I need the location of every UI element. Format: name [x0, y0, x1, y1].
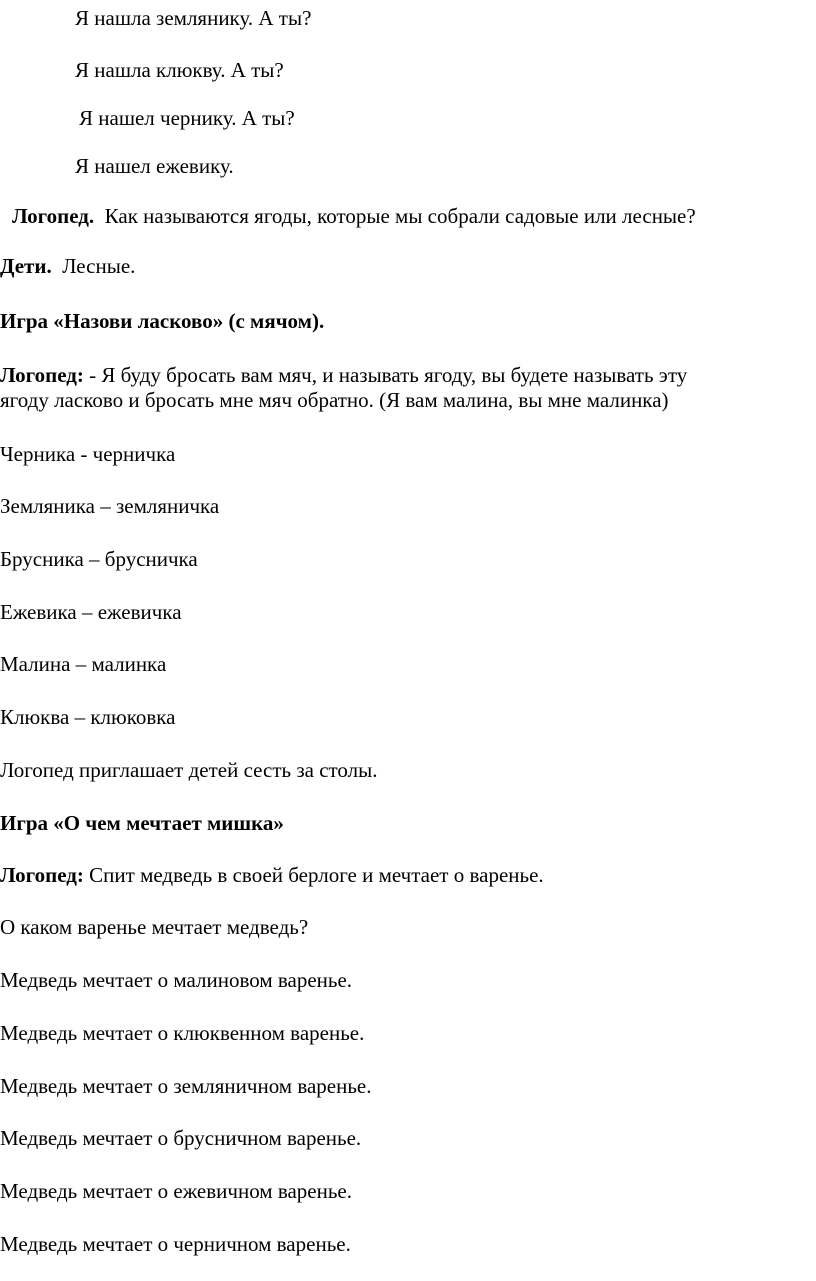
game1-pair-3: Брусника – брусничка	[0, 547, 198, 571]
game2-intro-text: Спит медведь в своей берлоге и мечтает о варенье.	[83, 863, 544, 887]
dialogue-line-1: Я нашла землянику. А ты?	[75, 6, 312, 30]
game2-answer-3: Медведь мечтает о земляничном варенье.	[0, 1074, 372, 1098]
question-text: Как называются ягоды, которые мы собрали садовые или лесные?	[104, 204, 696, 228]
answer-speaker: Дети.	[0, 254, 52, 278]
game2-question: О каком варенье мечтает медведь?	[0, 915, 309, 939]
game1-pair-5: Малина – малинка	[0, 652, 167, 676]
game1-instruction-text: - Я буду бросать вам мяч, и называть ягоду, вы будете называть эту	[83, 363, 688, 387]
game2-intro-line	[0, 862, 544, 888]
game2-answer-2: Медведь мечтает о клюквенном варенье.	[0, 1021, 365, 1045]
dialogue-line-2: Я нашла клюкву. А ты?	[75, 58, 284, 82]
game1-pair-2: Земляника – земляничка	[0, 494, 220, 518]
game2-answer-1: Медведь мечтает о малиновом варенье.	[0, 968, 353, 992]
game1-closing: Логопед приглашает детей сесть за столы.	[0, 758, 378, 782]
game2-title: Игра «О чем мечтает мишка»	[0, 811, 284, 835]
game2-answer-5: Медведь мечтает о ежевичном варенье.	[0, 1179, 353, 1203]
game2-answer-6: Медведь мечтает о черничном варенье.	[0, 1232, 351, 1256]
dialogue-line-4: Я нашел ежевику.	[75, 154, 234, 178]
game2-answer-4: Медведь мечтает о брусничном варенье.	[0, 1126, 362, 1150]
game1-title: Игра «Назови ласково» (с мячом).	[0, 309, 325, 333]
game1-instruction-line-2: ягоду ласково и бросать мне мяч обратно. (Я вам малина, вы мне малинка)	[0, 388, 669, 412]
question-line	[12, 203, 696, 229]
answer-text: Лесные.	[62, 254, 136, 278]
game1-instruction-line-1	[0, 362, 687, 388]
dialogue-line-3: Я нашел чернику. А ты?	[79, 106, 295, 130]
game1-speaker: Логопед:	[0, 363, 84, 387]
game1-pair-1: Черника - черничка	[0, 442, 176, 466]
answer-line	[0, 253, 135, 279]
game1-pair-6: Клюква – клюковка	[0, 705, 176, 729]
game1-pair-4: Ежевика – ежевичка	[0, 600, 182, 624]
question-speaker: Логопед.	[12, 204, 95, 228]
game2-speaker: Логопед:	[0, 863, 84, 887]
